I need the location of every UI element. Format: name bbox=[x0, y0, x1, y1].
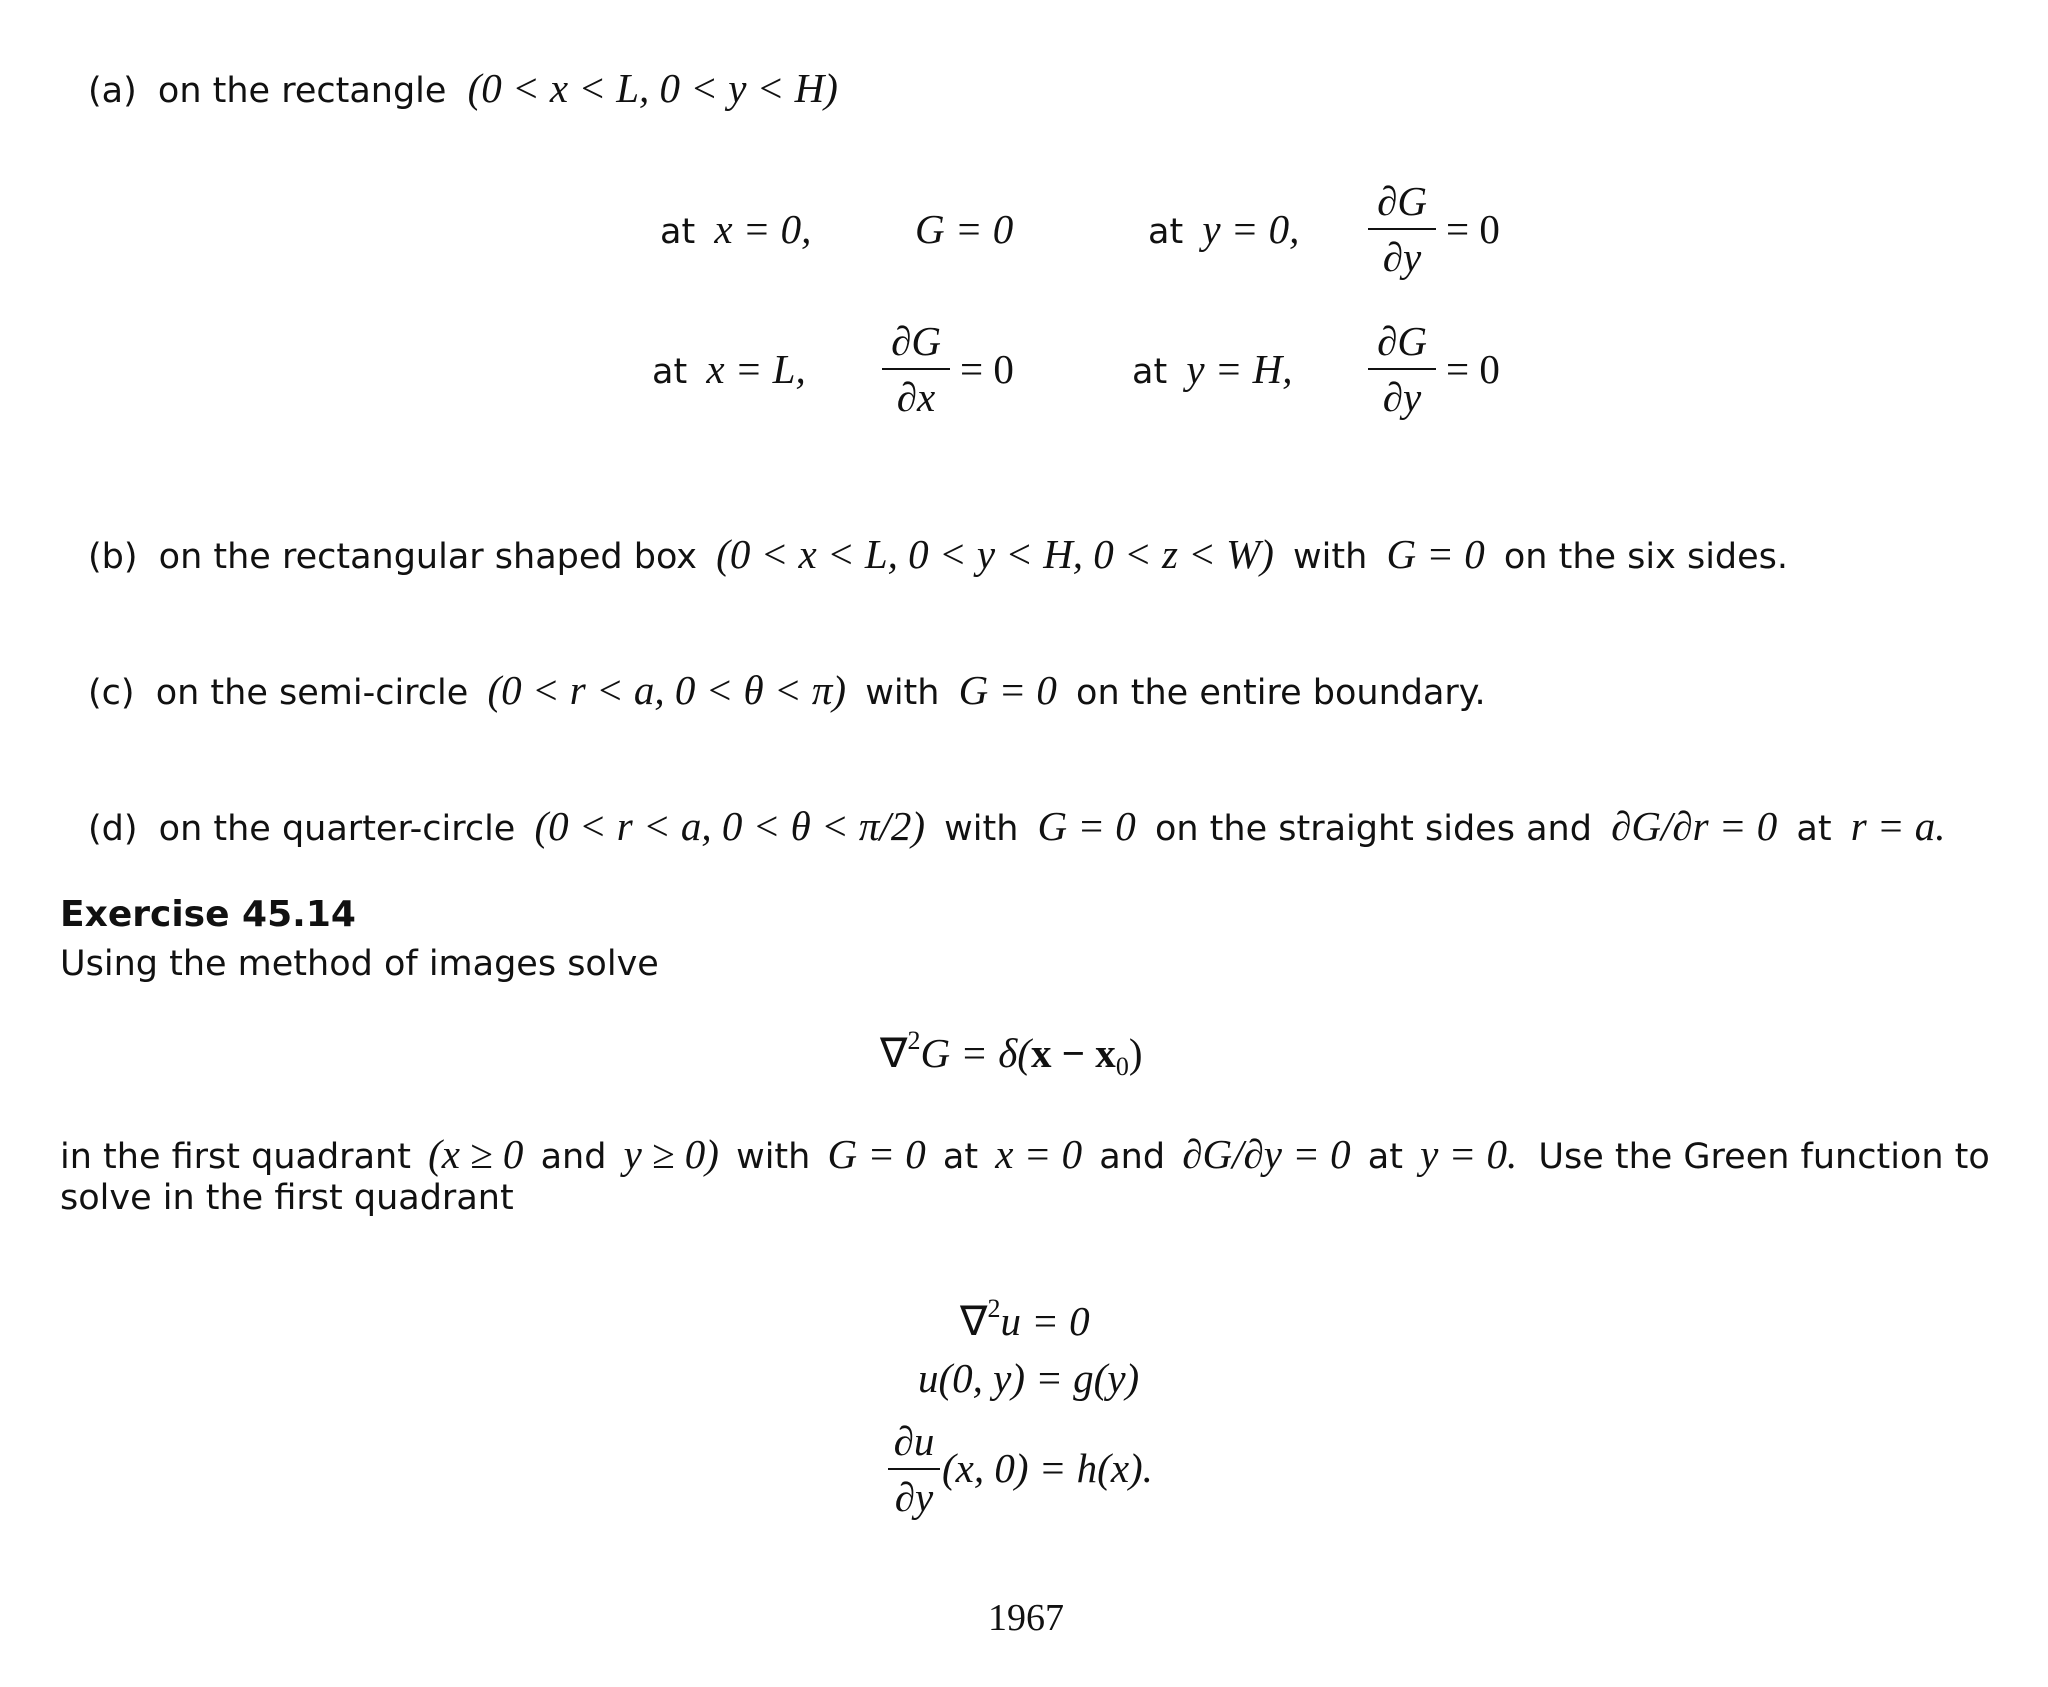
exercise-title: Exercise 45.14 bbox=[60, 894, 356, 935]
bc-2-at: at y = 0, bbox=[1148, 206, 1300, 252]
system-eq-3-denominator: ∂y bbox=[894, 1474, 934, 1520]
part-a-label: (a) bbox=[88, 71, 137, 111]
bc-3-numerator: ∂G bbox=[891, 318, 941, 364]
bc-2-var: y = 0, bbox=[1202, 206, 1300, 252]
bc-3-var: x = L, bbox=[706, 346, 806, 392]
system-eq-3-rhs: (x, 0) = h(x). bbox=[942, 1445, 1153, 1491]
main-equation: $\nabla^2G = \delta(x - x_0)$ bbox=[880, 1026, 1143, 1081]
bc-4-denominator: ∂y bbox=[1382, 374, 1422, 420]
fraction-bar bbox=[888, 1468, 940, 1470]
part-a-line bbox=[88, 64, 838, 112]
system-eq-1: ∇$^2$u = 0 bbox=[960, 1294, 1090, 1344]
system-eq-3-numerator: ∂u bbox=[893, 1418, 935, 1464]
exercise-paragraph-line-2: solve in the first quadrant bbox=[60, 1178, 514, 1218]
bc-2-fraction bbox=[1368, 178, 1436, 280]
part-a-text: on the rectangle bbox=[157, 71, 447, 111]
system-eq-2: u(0, y) = g(y) bbox=[918, 1355, 1140, 1401]
page-number: 1967 bbox=[988, 1597, 1064, 1639]
bc-4-fraction bbox=[1368, 318, 1436, 420]
part-d-line: (d) on the quarter-circle (0 < r < a, 0 < θ < π/2) with G = 0 on the straight sides and ∂G/∂r = 0 at r = a. bbox=[88, 803, 1946, 849]
bc-3-fraction bbox=[882, 318, 950, 420]
bc-4-at: at y = H, bbox=[1132, 346, 1293, 392]
part-c-label: (c) bbox=[88, 673, 135, 713]
bc-1-var: x = 0, bbox=[714, 206, 812, 252]
bc-3-denominator: ∂x bbox=[896, 374, 936, 420]
bc-1-cond: G = 0 bbox=[915, 206, 1014, 252]
part-b-label: (b) bbox=[88, 537, 138, 577]
part-d-domain: (0 < r < a, 0 < θ < π/2) bbox=[534, 803, 925, 849]
part-d-label: (d) bbox=[88, 809, 138, 849]
bc-4-var: y = H, bbox=[1186, 346, 1293, 392]
bc-2-denominator: ∂y bbox=[1382, 234, 1422, 280]
bc-3-rhs: = 0 bbox=[960, 346, 1014, 392]
fraction-bar bbox=[882, 368, 950, 370]
exercise-intro: Using the method of images solve bbox=[60, 944, 659, 984]
bc-4-numerator: ∂G bbox=[1377, 318, 1427, 364]
part-c-line: (c) on the semi-circle (0 < r < a, 0 < θ < π) with G = 0 on the entire boundary. bbox=[88, 667, 1486, 713]
part-b-line: (b) on the rectangular shaped box (0 < x < L, 0 < y < H, 0 < z < W) with G = 0 on the six sides. bbox=[88, 531, 1789, 577]
system-eq-3-fraction bbox=[888, 1418, 940, 1520]
part-c-domain: (0 < r < a, 0 < θ < π) bbox=[487, 667, 847, 713]
part-a-domain: (0 < x < L, 0 < y < H) bbox=[467, 65, 838, 111]
exercise-paragraph-line-1: in the first quadrant (x ≥ 0 and y ≥ 0) with G = 0 at x = 0 and ∂G/∂y = 0 at y = 0. Use the Green function to bbox=[60, 1131, 1990, 1177]
bc-2-rhs: = 0 bbox=[1446, 206, 1500, 252]
bc-2-numerator: ∂G bbox=[1377, 178, 1427, 224]
fraction-bar bbox=[1368, 228, 1436, 230]
bc-4-rhs: = 0 bbox=[1446, 346, 1500, 392]
fraction-bar bbox=[1368, 368, 1436, 370]
bc-3-at: at x = L, bbox=[652, 346, 806, 392]
part-b-domain: (0 < x < L, 0 < y < H, 0 < z < W) bbox=[716, 531, 1274, 577]
bc-1-at: at x = 0, bbox=[660, 206, 812, 252]
